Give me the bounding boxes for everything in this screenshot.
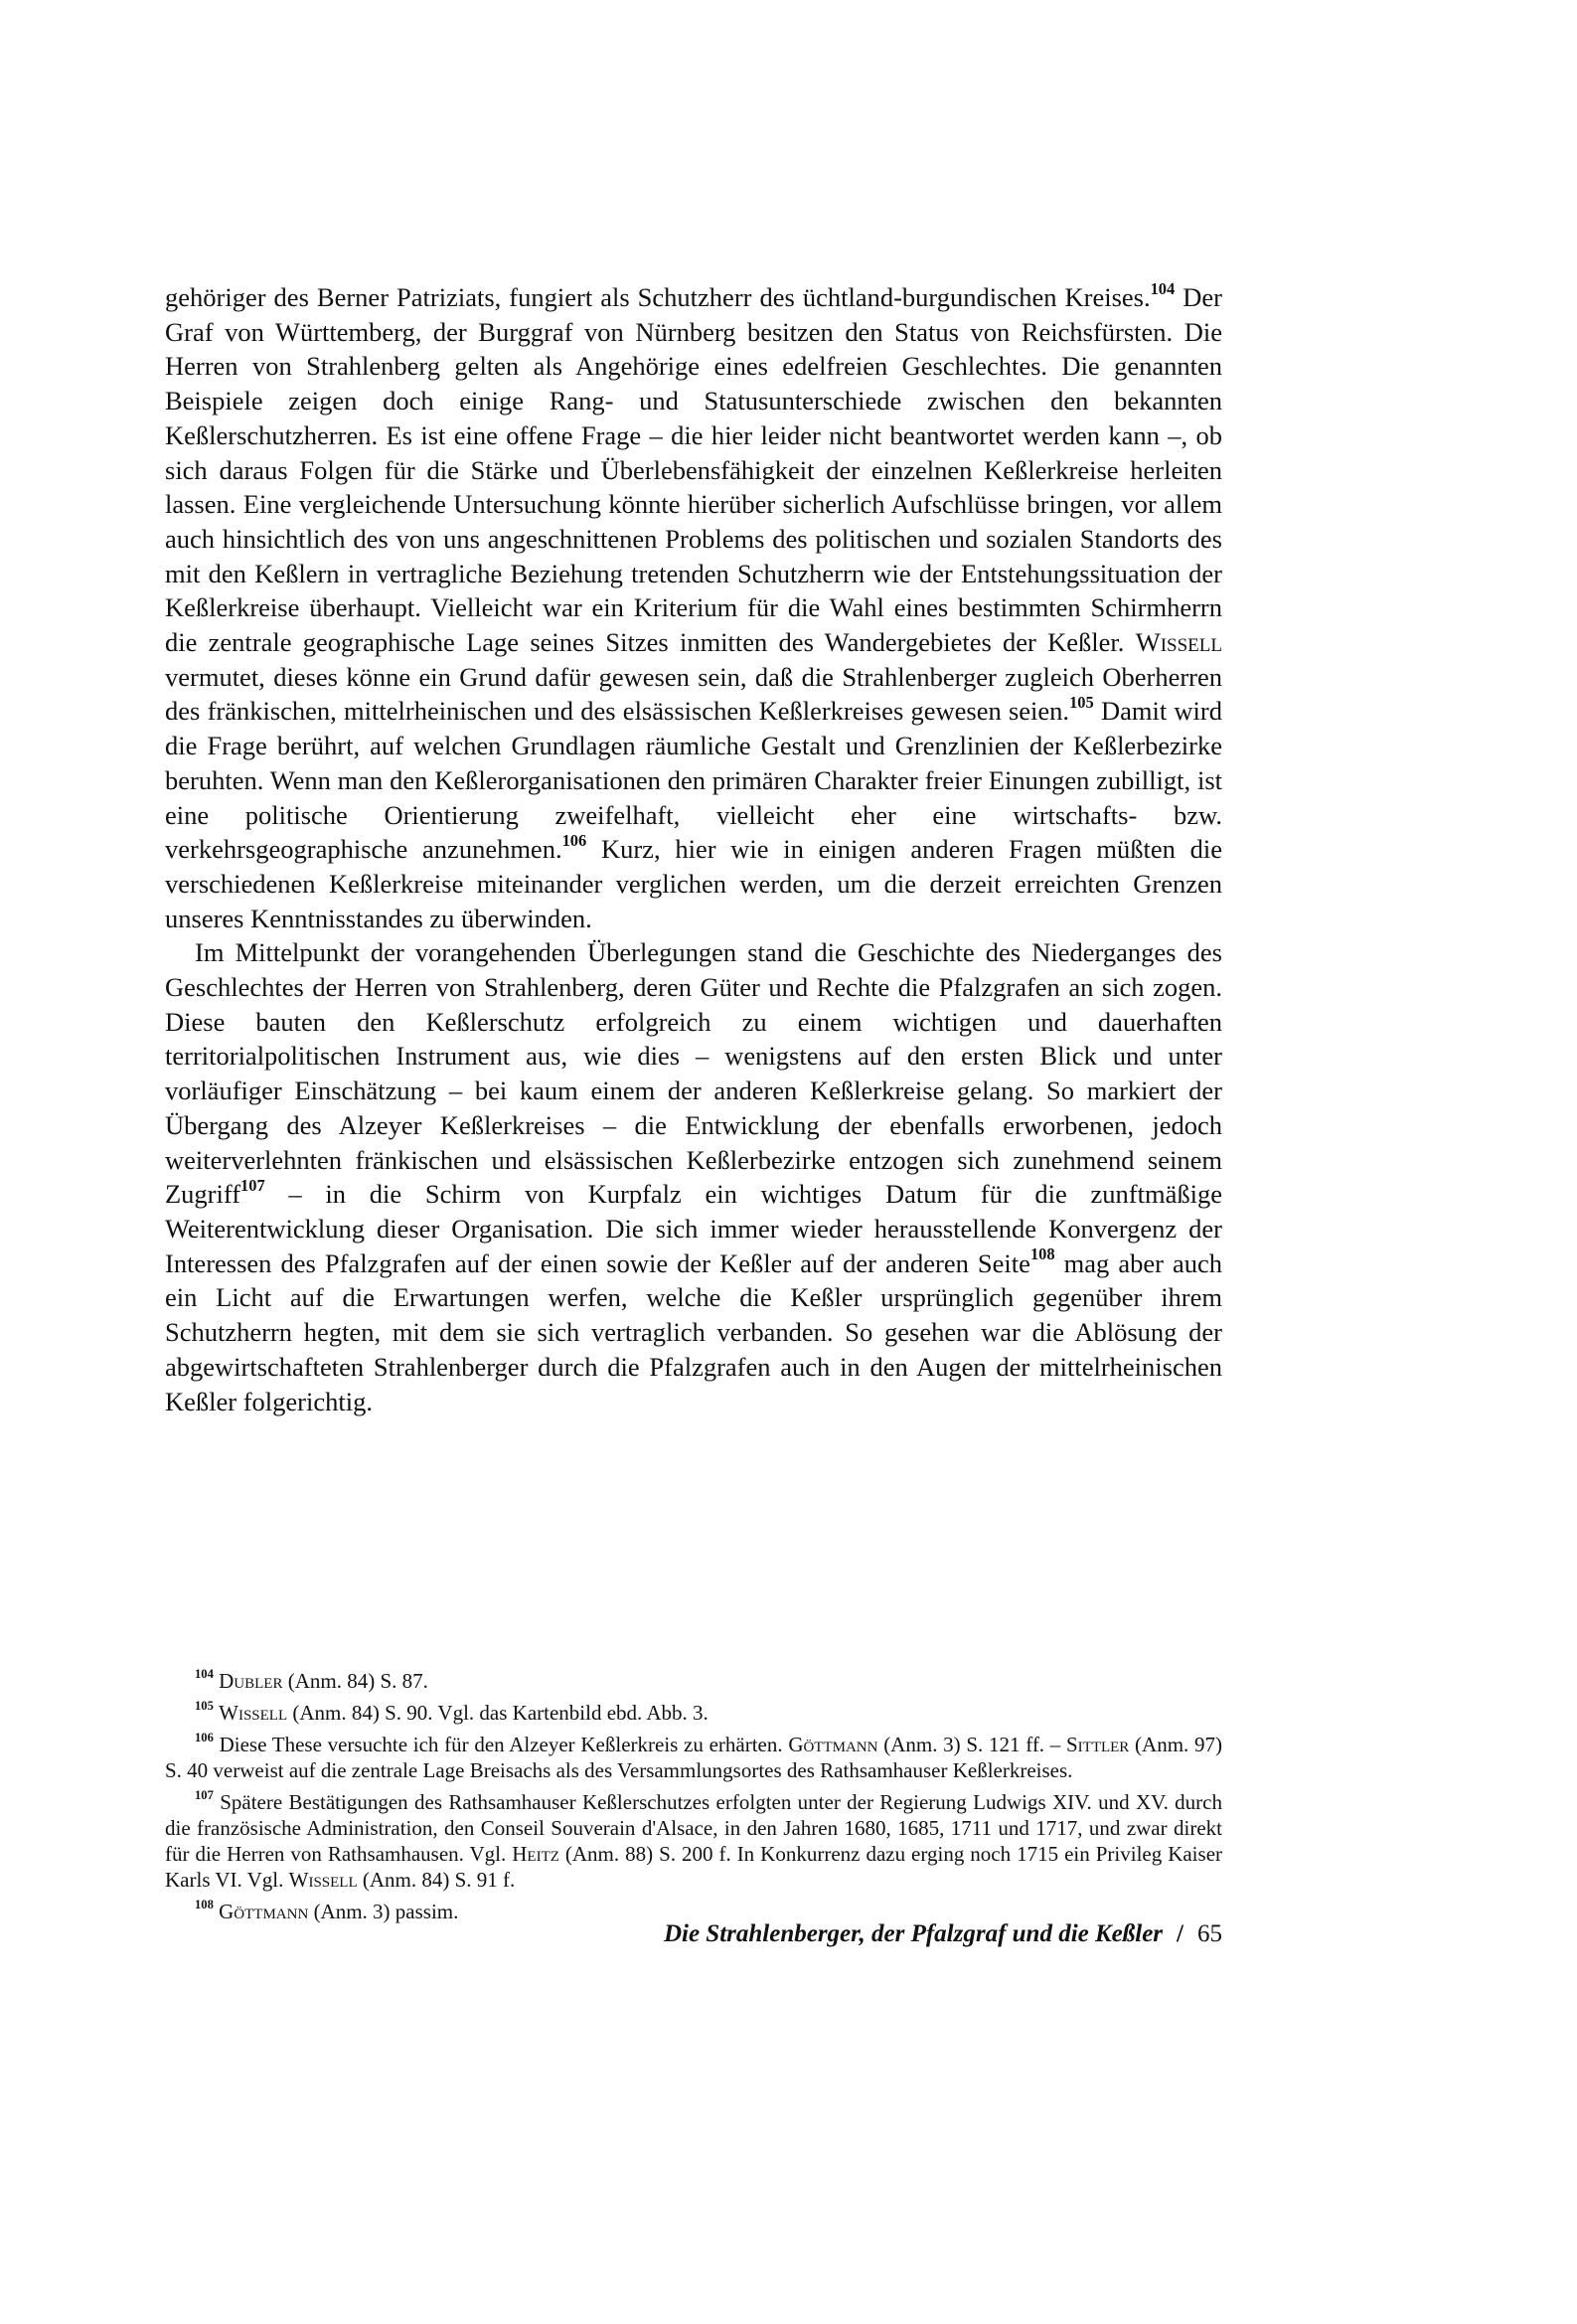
author-name: Wissell: [288, 1868, 358, 1892]
author-name: Wissell: [1135, 627, 1222, 658]
footnote: $^{106}$ Diese These versuchte ich für den Alzeyer Keßlerkreis zu erhärten. Göttmann (Anm. 3) S. 121 ff. – Sittler (Anm. 97) S. 40 verweist auf die zentrale Lage Breisachs als des Versammlungsortes des Rathsamhauser Keßlerkreises.: [165, 1731, 1222, 1782]
footnote-marker: 106: [195, 1731, 214, 1745]
footer-separator: /: [1177, 1920, 1183, 1947]
paragraph: gehöriger des Berner Patriziats, fungiert als Schutzherr des üchtland-burgundischen Kreises.$^{104}$ Der Graf von Württemberg, der Burggraf von Nürnberg besitzen den Status von Reichsfürsten. Die Herren von Strahlenberg gelten als Angehörige eines edelfreien Geschlechtes. Die genannten Beispiele zeigen doch einige Rang- und Statusunterschiede zwischen den bekannten Keßlerschutzherren. Es ist eine offene Frage – die hier leider nicht beantwortet werden kann –, ob sich daraus Folgen für die Stärke und Überlebensfähigkeit der einzelnen Keßlerkreise herleiten lassen. Eine vergleichende Untersuchung könnte hierüber sicherlich Aufschlüsse bringen, vor allem auch hinsichtlich des von uns angeschnittenen Problems des politischen und sozialen Standorts des mit den Keßlern in vertragliche Beziehung tretenden Schutzherrn wie der Entstehungssituation der Keßlerkreise überhaupt. Vielleicht war ein Kriterium für die Wahl eines bestimmten Schirmherrn die zentrale geographische Lage seines Sitzes inmitten des Wandergebietes der Keßler. Wissell vermutet, dieses könne ein Grund dafür gewesen sein, daß die Strahlenberger zugleich Oberherren des fränkischen, mittelrheinischen und des elsässischen Keßlerkreises gewesen seien.$^{105}$ Damit wird die Frage berührt, auf welchen Grundlagen räumliche Gestalt und Grenzlinien der Keßlerbezirke beruhten. Wenn man den Keßlerorganisationen den primären Charakter freier Einungen zubilligt, ist eine politische Orientierung zweifelhaft, vielleicht eher eine wirtschafts- bzw. verkehrsgeographische anzunehmen.$^{106}$ Kurz, hier wie in einigen anderen Fragen müßten die verschiedenen Keßlerkreise miteinander verglichen werden, um die derzeit erreichten Grenzen unseres Kenntnisstandes zu überwinden.: [165, 278, 1222, 933]
footnote-marker: 108: [195, 1898, 214, 1912]
footnote-marker: 108: [1029, 1245, 1055, 1264]
footnote: $^{104}$ Dubler (Anm. 84) S. 87.: [195, 1667, 428, 1693]
footnote: $^{108}$ Göttmann (Anm. 3) passim.: [195, 1898, 459, 1923]
footnotes: [165, 1668, 1222, 1930]
footnote-marker: 105: [195, 1699, 214, 1714]
running-title: Die Strahlenberger, der Pfalzgraf und die Keßler: [663, 1920, 1164, 1947]
author-name: Heitz: [512, 1842, 559, 1866]
author-name: Sittler: [1065, 1733, 1130, 1756]
footnote-marker: 104: [195, 1667, 214, 1682]
footnote-marker: 107: [240, 1176, 265, 1195]
footnote-marker: 105: [1069, 693, 1094, 713]
running-footer: [596, 1920, 1222, 1948]
author-name: Dubler: [219, 1669, 283, 1693]
author-name: Göttmann: [219, 1900, 309, 1923]
footnote-marker: 107: [195, 1788, 214, 1803]
footnote-marker: 104: [1150, 278, 1176, 298]
author-name: Göttmann: [788, 1733, 878, 1756]
author-name: Wissell: [219, 1701, 288, 1725]
footnote: $^{105}$ Wissell (Anm. 84) S. 90. Vgl. das Kartenbild ebd. Abb. 3.: [195, 1699, 709, 1725]
footnote-marker: 106: [561, 830, 587, 850]
paragraph: Im Mittelpunkt der vorangehenden Überlegungen stand die Geschichte des Niederganges des Geschlechtes der Herren von Strahlenberg, deren Güter und Rechte die Pfalzgrafen an sich zogen. Diese bauten den Keßlerschutz erfolgreich zu einem wichtigen und dauerhaften territorialpolitischen Instrument aus, wie dies – wenigstens auf den ersten Blick und unter vorläufiger Einschätzung – bei kaum einem der anderen Keßlerkreise gelang. So markiert der Übergang des Alzeyer Keßlerkreises – die Entwicklung der ebenfalls erworbenen, jedoch weiterverlehnten fränkischen und elsässischen Keßlerbezirke entzogen sich zunehmend seinem Zugriff$^{107}$ – in die Schirm von Kurpfalz ein wichtiges Datum für die zunftmäßige Weiterentwicklung dieser Organisation. Die sich immer wieder herausstellende Konvergenz der Interessen des Pfalzgrafen auf der einen sowie der Keßler auf der anderen Seite$^{108}$ mag aber auch ein Licht auf die Erwartungen werfen, welche die Keßler ursprünglich gegenüber ihrem Schutzherrn hegten, mit dem sie sich vertraglich verbanden. So gesehen war die Ablösung der abgewirtschafteten Strahlenberger durch die Pfalzgrafen auch in den Augen der mittelrheinischen Keßler folgerichtig.: [165, 937, 1223, 1416]
page-number: 65: [1197, 1920, 1222, 1947]
footnote: $^{107}$ Spätere Bestätigungen des Rathsamhauser Keßlerschutzes erfolgten unter der Regierung Ludwigs XIV. und XV. durch die französische Administration, den Conseil Souverain d'Alsace, in den Jahren 1680, 1685, 1711 und 1717, und zwar direkt für die Herren von Rathsamhausen. Vgl. Heitz (Anm. 88) S. 200 f. In Konkurrenz dazu erging noch 1715 ein Privileg Kaiser Karls VI. Vgl. Wissell (Anm. 84) S. 91 f.: [165, 1788, 1223, 1892]
body-text: [165, 280, 1222, 1418]
